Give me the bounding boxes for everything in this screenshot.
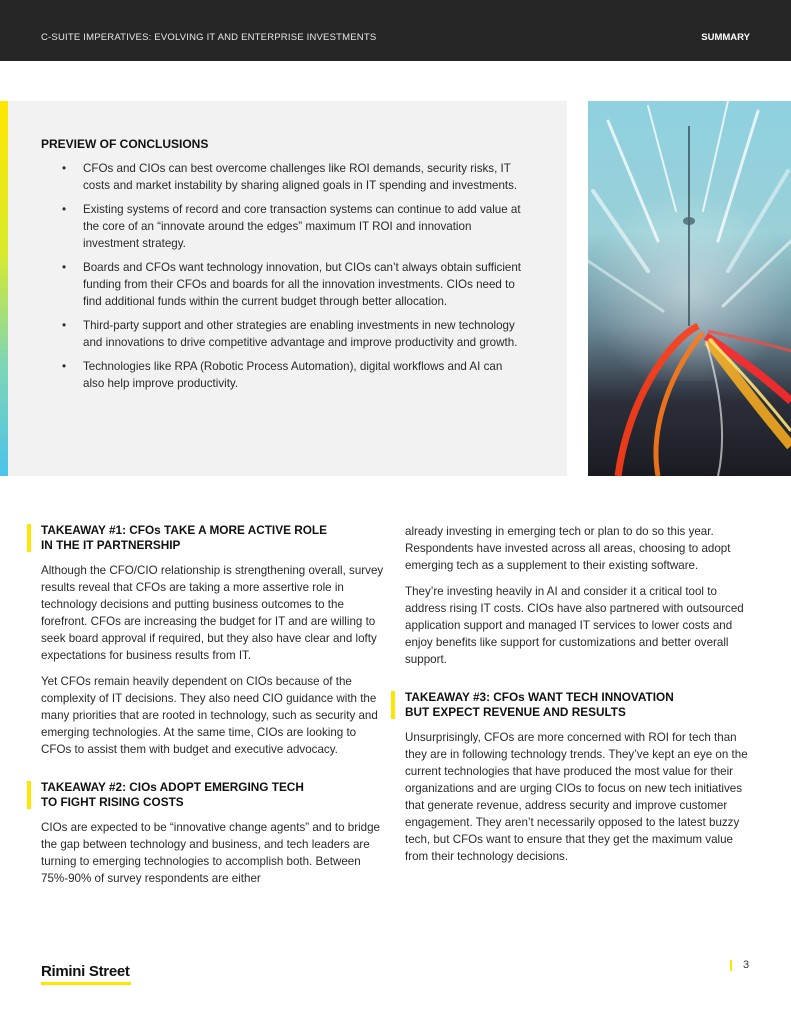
bullet-icon: •	[62, 203, 67, 216]
list-item	[62, 160, 522, 194]
list-item	[62, 259, 522, 310]
bullet-icon: •	[62, 162, 67, 175]
page-header	[0, 0, 791, 61]
logo-text: Rimini Street	[41, 963, 130, 980]
heading-line: TAKEAWAY #1: CFOs TAKE A MORE ACTIVE ROLE	[41, 523, 327, 537]
page-number: 3	[743, 959, 750, 971]
left-column	[41, 523, 386, 896]
takeaway-1-heading	[41, 523, 386, 553]
document-title: C-SUITE IMPERATIVES: EVOLVING IT AND ENTERPRISE INVESTMENTS	[41, 32, 377, 43]
takeaway-2	[41, 780, 386, 887]
preview-title: PREVIEW OF CONCLUSIONS	[41, 137, 209, 151]
section-marker	[27, 524, 31, 552]
list-item	[62, 317, 522, 351]
list-item-text: Technologies like RPA (Robotic Process Automation), digital workflows and AI can also help improve productivity.	[83, 360, 503, 390]
takeaway-2-heading	[41, 780, 386, 810]
heading-line: TAKEAWAY #2: CIOs ADOPT EMERGING TECH	[41, 780, 304, 794]
bullet-icon: •	[62, 261, 67, 274]
page-number-marker	[730, 960, 732, 971]
takeaway-3	[405, 690, 750, 865]
heading-line: BUT EXPECT REVENUE AND RESULTS	[405, 705, 626, 719]
light-trails-photo	[588, 101, 791, 476]
takeaway-3-heading	[405, 690, 750, 720]
paragraph: They’re investing heavily in AI and consider it a critical tool to address rising IT costs. CIOs have also partnered with outsourced application support and managed IT services to lower costs and enjoy benefits like support for customizations and better overall support.	[405, 585, 744, 666]
list-item	[62, 358, 522, 392]
heading-line: IN THE IT PARTNERSHIP	[41, 538, 181, 552]
bullet-icon: •	[62, 319, 67, 332]
paragraph: Although the CFO/CIO relationship is strengthening overall, survey results reveal that CFOs are taking a more assertive role in technology decisions and putting business outcomes to the forefront. CFOs are increasing the budget for IT and are willing to seek board approval if required, but they also have clear and lofty expectations for business results from IT.	[41, 564, 384, 662]
takeaway-1	[41, 523, 386, 758]
list-item-text: Third-party support and other strategies are enabling investments in new technology and innovations to drive competitive advantage and improve productivity and growth.	[83, 319, 518, 349]
paragraph: already investing in emerging tech or plan to do so this year. Respondents have invested across all areas, choosing to adopt emerging tech as a supplement to their existing software.	[405, 525, 731, 572]
list-item-text: Boards and CFOs want technology innovation, but CIOs can’t always obtain sufficient funding from their CFOs and boards for all the innovation investments. CIOs need to find additional funds within the current budget through better allocation.	[83, 261, 522, 308]
rimini-street-logo	[41, 963, 130, 980]
paragraph: Yet CFOs remain heavily dependent on CIOs because of the complexity of IT decisions. They also need CIO guidance with the many priorities that are rooted in technology, such as security and emerging technologies. At the same time, CIOs are looking to CFOs to assist them with budget and executive advocacy.	[41, 675, 378, 756]
gradient-accent-bar	[0, 101, 8, 476]
paragraph: CIOs are expected to be “innovative change agents” and to bridge the gap between technology and business, and tech leaders are turning to emerging technologies to accomplish both. Between 75%-90% of survey respondents are either	[41, 821, 381, 885]
list-item	[62, 201, 522, 252]
paragraph: Unsurprisingly, CFOs are more concerned with ROI for tech than they are in following technology trends. They’ve kept an eye on the current technologies that have produced the most value for their organizations and are urging CIOs to focus on new tech initiatives that generate revenue, address security and improve customer engagement. They aren’t necessarily opposed to the latest buzzy tech, but CFOs want to ensure that they get the maximum value from their technology decisions.	[405, 731, 748, 863]
right-column	[405, 523, 750, 874]
list-item-text: Existing systems of record and core transaction systems can continue to add value at the core of an “innovate around the edges” maximum IT ROI and innovation investment strategy.	[83, 203, 521, 250]
section-marker	[391, 691, 395, 719]
heading-line: TAKEAWAY #3: CFOs WANT TECH INNOVATION	[405, 690, 674, 704]
list-item-text: CFOs and CIOs can best overcome challenges like ROI demands, security risks, IT costs and market instability by sharing aligned goals in IT spending and investments.	[83, 162, 518, 192]
heading-line: TO FIGHT RISING COSTS	[41, 795, 184, 809]
section-label: SUMMARY	[701, 32, 750, 43]
logo-underline	[41, 982, 131, 985]
conclusions-list	[62, 160, 522, 399]
section-marker	[27, 781, 31, 809]
bullet-icon: •	[62, 360, 67, 373]
